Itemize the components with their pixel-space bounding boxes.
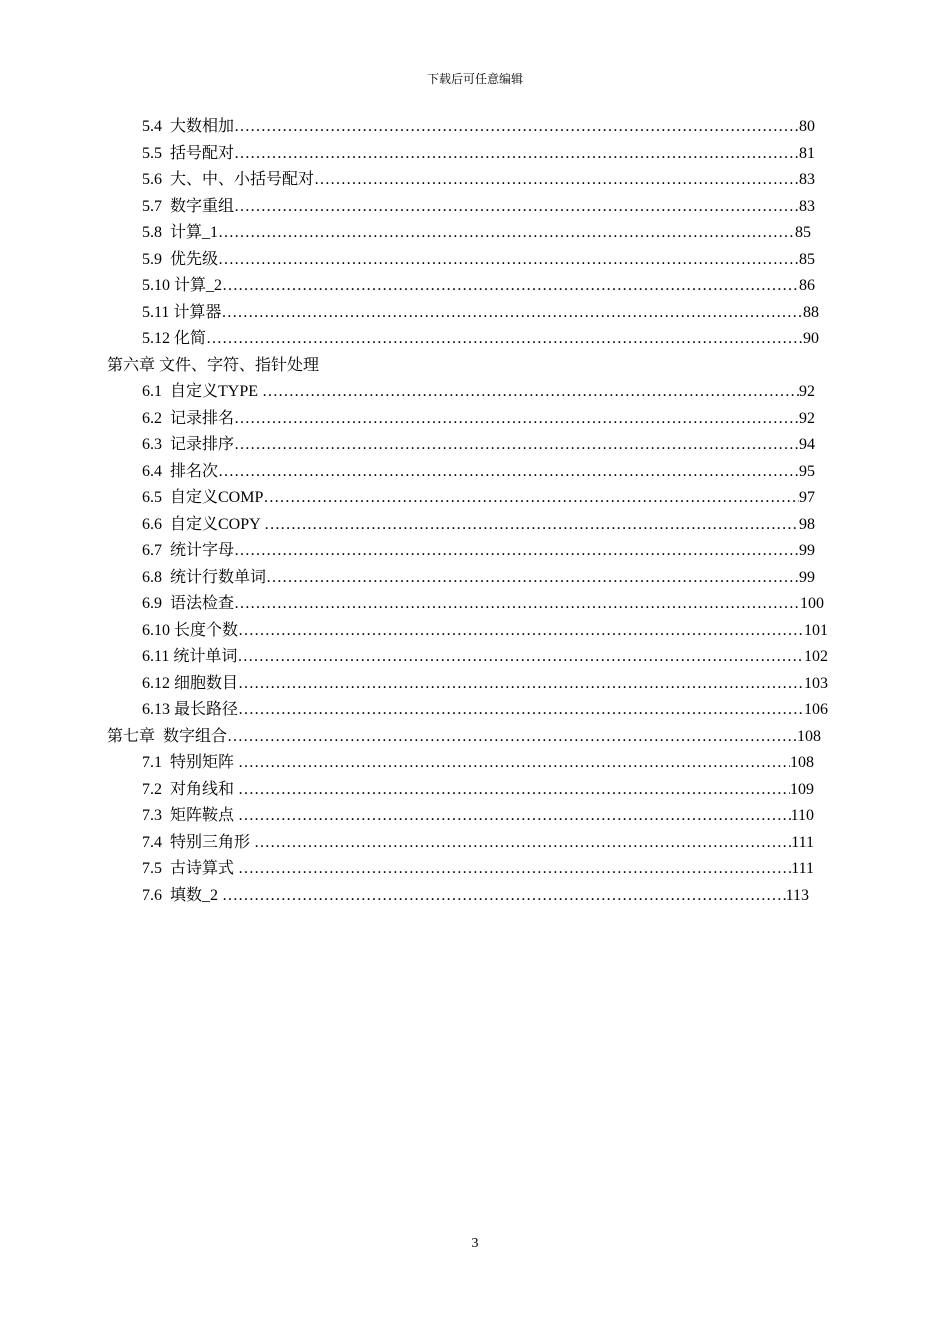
toc-dot-leader — [264, 512, 799, 539]
toc-entry[interactable] — [0, 538, 815, 565]
toc-entry-title: 7.2 对角线和 — [142, 780, 239, 798]
toc-entry[interactable] — [0, 114, 815, 141]
toc-entry-title: 第七章 数字组合 — [107, 727, 228, 745]
toc-entry-title: 6.9 语法检查 — [142, 595, 235, 612]
toc-entry-title: 7.6 填数_2 — [142, 886, 223, 904]
toc-dot-leader — [234, 114, 799, 141]
toc-dot-leader — [238, 777, 790, 804]
toc-page-number: 111 — [791, 833, 814, 851]
toc-entry[interactable] — [0, 273, 815, 300]
toc-entry[interactable] — [0, 671, 828, 698]
toc-entry[interactable] — [0, 220, 811, 247]
toc-page-number: 103 — [804, 674, 828, 692]
toc-page-number: 106 — [804, 701, 828, 718]
toc-page-number: 102 — [804, 648, 828, 665]
toc-page-number: 90 — [803, 330, 819, 347]
toc-entry[interactable] — [0, 432, 815, 459]
toc-entry[interactable] — [0, 803, 814, 830]
toc-entry[interactable] — [0, 141, 815, 168]
toc-entry-title: 6.8 统计行数单词 — [142, 568, 267, 586]
toc-page-number: 95 — [799, 462, 815, 480]
toc-page-number: 110 — [790, 807, 814, 824]
toc-entry[interactable] — [0, 618, 828, 645]
toc-entry[interactable] — [0, 512, 815, 539]
toc-dot-leader — [234, 432, 799, 459]
toc-page-number: 81 — [799, 144, 815, 162]
toc-entry[interactable] — [0, 194, 815, 221]
toc-entry-title: 5.6 大、中、小括号配对 — [142, 171, 315, 188]
toc-dot-leader — [263, 485, 799, 512]
toc-entry-title: 5.7 数字重组 — [142, 197, 235, 215]
toc-entry[interactable] — [0, 883, 809, 910]
toc-page-number: 92 — [799, 409, 815, 427]
toc-entry-title: 5.8 计算_1 — [142, 224, 219, 241]
toc-dot-leader — [218, 220, 795, 247]
toc-page-number: 111 — [791, 860, 814, 877]
page-number: 3 — [471, 1236, 479, 1251]
toc-entry[interactable] — [0, 406, 815, 433]
toc-entry-title: 6.4 排名次 — [142, 462, 219, 480]
toc-page-number: 108 — [790, 754, 814, 771]
toc-page-number: 85 — [799, 250, 815, 268]
toc-dot-leader — [234, 538, 799, 565]
toc-page-number: 80 — [799, 118, 815, 135]
toc-entry-title: 5.5 括号配对 — [142, 144, 235, 162]
toc-entry-title: 6.5 自定义COMP — [142, 489, 264, 506]
toc-page-number: 86 — [799, 277, 815, 294]
toc-dot-leader — [221, 300, 803, 327]
toc-entry-title: 6.2 记录排名 — [142, 409, 235, 427]
toc-page-number: 101 — [804, 621, 828, 639]
toc-entry-title: 6.11 统计单词 — [142, 648, 238, 665]
toc-dot-leader — [238, 697, 804, 724]
toc-dot-leader — [238, 671, 804, 698]
toc-dot-leader — [238, 618, 804, 645]
toc-page-number: 88 — [803, 303, 819, 321]
toc-entry[interactable] — [0, 379, 815, 406]
toc-entry-title: 5.11 计算器 — [142, 303, 222, 321]
toc-dot-leader — [238, 803, 791, 830]
toc-entry-title: 6.1 自定义TYPE — [142, 383, 263, 400]
toc-entry[interactable] — [0, 591, 824, 618]
toc-dot-leader — [234, 141, 799, 168]
toc-dot-leader — [266, 565, 799, 592]
toc-page-number: 100 — [800, 595, 824, 612]
toc-entry-title: 6.6 自定义COPY — [142, 515, 265, 533]
toc-dot-leader — [206, 326, 803, 353]
table-of-contents — [0, 114, 950, 909]
toc-page-number: 83 — [799, 171, 815, 188]
toc-page-number: 97 — [799, 489, 815, 506]
toc-page-number: 99 — [799, 542, 815, 559]
toc-dot-leader — [222, 883, 786, 910]
toc-page-number: 83 — [799, 197, 815, 215]
toc-page-number: 94 — [799, 436, 815, 453]
toc-dot-leader — [234, 194, 799, 221]
toc-page-number: 113 — [785, 886, 809, 904]
toc-page-number: 98 — [799, 515, 815, 533]
toc-dot-leader — [238, 856, 791, 883]
toc-entry-title: 第六章 文件、字符、指针处理 — [107, 356, 320, 374]
toc-entry[interactable] — [0, 830, 814, 857]
toc-entry-title: 7.4 特别三角形 — [142, 833, 255, 851]
toc-dot-leader — [227, 724, 797, 751]
toc-entry-title: 7.5 古诗算式 — [142, 860, 239, 877]
toc-entry[interactable] — [0, 485, 815, 512]
toc-entry-title: 6.13 最长路径 — [142, 701, 239, 718]
toc-entry-title: 6.12 细胞数目 — [142, 674, 239, 692]
toc-dot-leader — [234, 406, 799, 433]
toc-entry[interactable] — [0, 565, 815, 592]
toc-page-number: 108 — [797, 727, 821, 745]
toc-entry[interactable] — [0, 644, 828, 671]
toc-entry-title: 5.9 优先级 — [142, 250, 219, 268]
toc-entry[interactable] — [0, 167, 815, 194]
page-header: 下载后可任意编辑 — [426, 72, 523, 86]
toc-dot-leader — [222, 273, 799, 300]
toc-dot-leader — [218, 247, 799, 274]
toc-dot-leader — [254, 830, 791, 857]
toc-page-number: 99 — [799, 568, 815, 586]
toc-page-number: 109 — [790, 780, 814, 798]
toc-entry-title: 6.3 记录排序 — [142, 436, 235, 453]
toc-dot-leader — [262, 379, 799, 406]
toc-entry[interactable] — [0, 459, 815, 486]
toc-entry-title: 6.10 长度个数 — [142, 621, 239, 639]
toc-page-number: 92 — [799, 383, 815, 400]
toc-page-number: 85 — [795, 224, 811, 241]
toc-entry-title: 7.1 特别矩阵 — [142, 754, 239, 771]
toc-entry-title: 5.12 化简 — [142, 330, 207, 347]
toc-dot-leader — [234, 591, 800, 618]
toc-entry-title: 6.7 统计字母 — [142, 542, 235, 559]
toc-entry[interactable] — [0, 300, 819, 327]
toc-chapter-heading[interactable] — [0, 353, 950, 380]
toc-entry[interactable] — [0, 697, 828, 724]
toc-chapter-heading[interactable] — [0, 724, 821, 751]
toc-dot-leader — [237, 644, 804, 671]
toc-dot-leader — [218, 459, 799, 486]
toc-dot-leader — [314, 167, 799, 194]
toc-entry[interactable] — [0, 750, 814, 777]
toc-entry[interactable] — [0, 326, 819, 353]
toc-entry[interactable] — [0, 777, 814, 804]
toc-entry[interactable] — [0, 247, 815, 274]
toc-entry-title: 5.4 大数相加 — [142, 118, 235, 135]
toc-dot-leader — [238, 750, 790, 777]
toc-entry[interactable] — [0, 856, 814, 883]
toc-entry-title: 7.3 矩阵鞍点 — [142, 807, 239, 824]
toc-entry-title: 5.10 计算_2 — [142, 277, 223, 294]
